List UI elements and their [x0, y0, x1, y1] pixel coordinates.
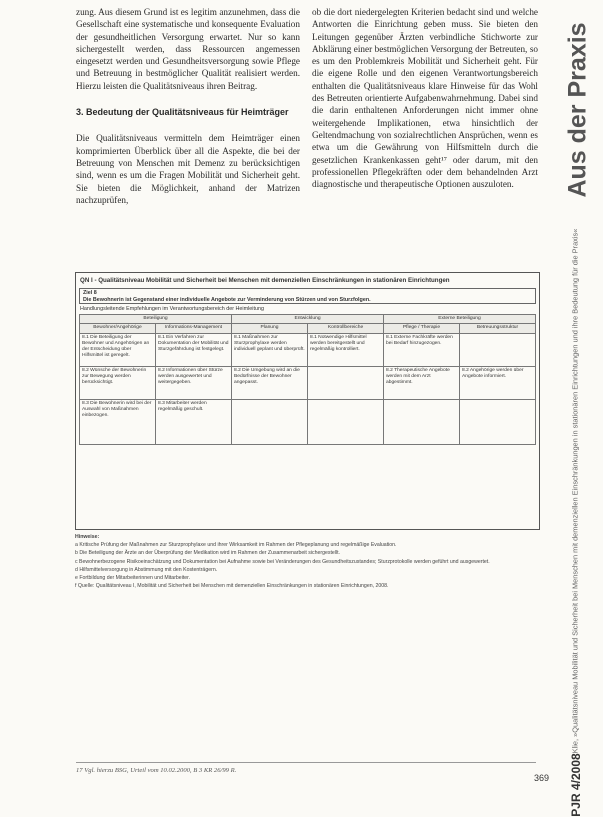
- running-header-text: Klie, »Qualitätsniveau Mobilität und Sicherheit bei Menschen mit demenziellen Einschränkungen in stationären Einrichtungen und ihre Bedeutung für die Praxis«: [570, 228, 580, 753]
- table-cell: [460, 399, 536, 444]
- table-row: [80, 366, 536, 399]
- section-title-text: Aus der Praxis: [563, 22, 592, 198]
- table-subheader: Kontrollbereiche: [308, 324, 384, 333]
- page-number: 369: [534, 773, 550, 783]
- right-text-column: [312, 6, 538, 190]
- figure-title: QN I - Qualitätsniveau Mobilität und Sicherheit bei Menschen mit demenziellen Einschränkungen in stationären Einrichtungen: [80, 277, 450, 284]
- table-cell: [308, 366, 384, 399]
- left-text-column: [76, 6, 300, 206]
- table-cell: 8.2 Die Umgebung wird an die Bedürfnisse der Bewohner angepasst.: [232, 366, 308, 399]
- running-header-vertical: [565, 218, 585, 763]
- table-header: Entwicklung: [232, 315, 384, 324]
- table-cell: [232, 399, 308, 444]
- body-paragraph: ob die dort niedergelegten Kriterien bedacht sind und welche Antworten die Einrichtung geben muss. Sie bieten den Leitungen gegenüber Ärzten verbindliche Stichworte zur Abklärung einer bestmöglichen Versorgung der Betreuten, so es um den Problemkreis Mobilität und Sicherheit geht. Für die eigene Rolle und den eigenen Verantwortungsbereich enthalten die Qualitätsniveaus klare Hinweise für das Wohl des Betreuten orientierte Aufgabenwahrnehmung. Dabei sind die darin enthaltenen Anforderungen nicht immer ohne weitergehende Implikationen, etwa hinsichtlich der Geltendmachung von sozialrechtlichen Ansprüchen, wenn es etwa um die Gewährung von Hilfsmitteln durch die gesetzlichen Krankenkassen geht¹⁷ oder darum, mit den professionellen Pflegekräften oder dem behandelnden Arzt diagnostische und therapeutische Optionen auszuloten.: [312, 7, 538, 190]
- table-subheader: Bewohner/Angehörige: [80, 324, 156, 333]
- table-subheader: Planung: [232, 324, 308, 333]
- footnote: 17 Vgl. hierzu BSG, Urteil vom 10.02.2000, B 3 KR 26/99 R.: [76, 762, 536, 775]
- table-cell: 8.2 Informationen über Stürze werden ausgewertet und weitergegeben.: [156, 366, 232, 399]
- goal-box: [79, 288, 536, 304]
- figure-notes: [75, 534, 540, 591]
- table-subheader: Betreuungsstruktur: [460, 324, 536, 333]
- table-cell: 8.1 Externe Fachkräfte werden bei Bedarf hinzugezogen.: [384, 333, 460, 366]
- table-cell: 8.3 Die Bewohnerin wird bei der Auswahl von Maßnahmen einbezogen.: [80, 399, 156, 444]
- table-cell: 8.1 Ein Verfahren zur Dokumentation der Mobilität und Sturzgefährdung ist festgelegt.: [156, 333, 232, 366]
- journal-label: [562, 753, 590, 817]
- recommendations-table: [79, 314, 536, 445]
- table-subheader: Informations-Management: [156, 324, 232, 333]
- table-cell: 8.2 Angehörige werden über Angebote informiert.: [460, 366, 536, 399]
- table-cell: 8.1 Die Beteiligung der Bewohner und Angehörigen an der Entscheidung über Hilfsmittel ist geregelt.: [80, 333, 156, 366]
- table-cell: [460, 333, 536, 366]
- quality-level-figure: [75, 272, 540, 530]
- note-item: b Die Beteiligung der Ärzte an der Überprüfung der Medikation wird im Rahmen der Zusammenarbeit sichergestellt.: [75, 550, 340, 557]
- table-row: [80, 399, 536, 444]
- body-paragraph: Die Qualitätsniveaus vermitteln dem Heimträger einen komprimierten Überblick über all die Aspekte, die bei der Betreuung von Menschen mit Demenz zu berücksichtigen sind, wenn es um die Fragen Mobilität und Sicherheit geht. Sie bieten die Möglichkeit, anhand der Matrizen nachzuprüfen,: [76, 133, 300, 205]
- table-cell: 8.2 Therapeutische Angebote werden mit dem Arzt abgestimmt.: [384, 366, 460, 399]
- body-paragraph: zung. Aus diesem Grund ist es legitim anzunehmen, dass die Gesellschaft eine systematische und konsequente Evaluation der gesundheitlichen Versorgung erwartet. Nur so kann sichergestellt werden, dass Ressourcen angemessen eingesetzt werden und Gesundheitsversorgung sowie Pflege und Betreuung in bestmöglicher Qualität realisiert werden. Hierzu leisten die Qualitätsniveaus ihren Beitrag.: [76, 7, 300, 91]
- table-cell: 8.1 Maßnahmen zur Sturzprophylaxe werden individuell geplant und überprüft.: [232, 333, 308, 366]
- table-subheader: Pflege / Therapie: [384, 324, 460, 333]
- section-title-vertical: [558, 10, 598, 210]
- note-item: f Quelle: Qualitätsniveau I, Mobilität und Sicherheit bei Menschen mit demenziellen Einschränkungen in stationären Einrichtungen, 2008.: [75, 583, 389, 590]
- journal-label-text: PJR 4/2008: [569, 753, 583, 817]
- note-item: a Kritische Prüfung der Maßnahmen zur Sturzprophylaxe und ihrer Wirksamkeit im Rahmen der Pflegeplanung und regelmäßige Evaluation.: [75, 542, 397, 549]
- note-item: c Bewohnerbezogene Risikoeinschätzung und Dokumentation bei Aufnahme sowie bei Veränderungen des Gesundheitszustandes; Sturzprotokolle werden geführt und ausgewertet.: [75, 558, 490, 565]
- table-header: Externe Beteiligung: [384, 315, 536, 324]
- table-cell: 8.1 Notwendige Hilfsmittel werden bereitgestellt und regelmäßig kontrolliert.: [308, 333, 384, 366]
- table-header: Beteiligung: [80, 315, 232, 324]
- table-cell: [384, 399, 460, 444]
- goal-text: Die Bewohnerin ist Gegenstand einer individuelle Angebote zur Verminderung von Stürzen und von Sturzfolgen.: [83, 297, 371, 303]
- note-item: e Fortbildung der Mitarbeiterinnen und Mitarbeiter.: [75, 575, 191, 582]
- table-cell: 8.3 Mitarbeiter werden regelmäßig geschult.: [156, 399, 232, 444]
- table-row: [80, 333, 536, 366]
- table-cell: [308, 399, 384, 444]
- section-heading: 3. Bedeutung der Qualitätsniveaus für Heimträger: [76, 107, 289, 118]
- notes-heading: Hinweise:: [75, 534, 100, 540]
- goal-label: Ziel 8: [83, 290, 97, 296]
- note-item: d Hilfsmittelversorgung in Abstimmung mit den Kostenträgern.: [75, 566, 218, 573]
- table-cell: 8.2 Wünsche der Bewohnerin zur Bewegung werden berücksichtigt.: [80, 366, 156, 399]
- figure-subtitle: Handlungsleitende Empfehlungen im Verantwortungsbereich der Heimleitung: [80, 306, 264, 312]
